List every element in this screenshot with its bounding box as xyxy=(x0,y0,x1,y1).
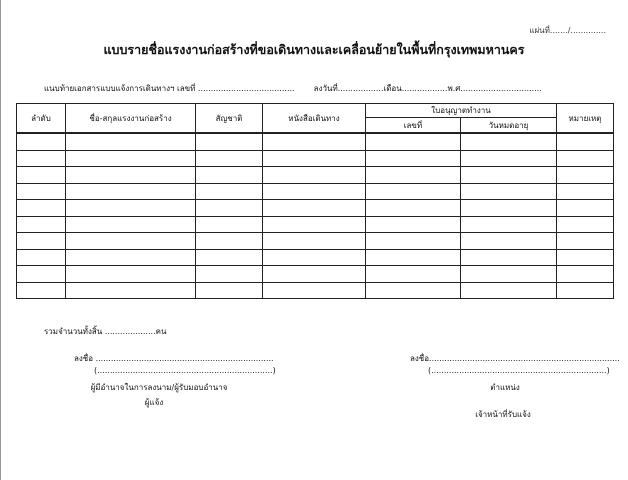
table-cell[interactable] xyxy=(366,282,461,299)
header-work-permit: ใบอนุญาตทำงาน xyxy=(366,104,557,118)
table-cell[interactable] xyxy=(17,167,66,184)
table-cell[interactable] xyxy=(66,216,196,233)
table-cell[interactable] xyxy=(196,266,263,283)
reference-line xyxy=(44,82,542,95)
table-cell[interactable] xyxy=(461,233,557,250)
table-cell[interactable] xyxy=(263,233,366,250)
table-cell[interactable] xyxy=(461,200,557,217)
table-cell[interactable] xyxy=(366,150,461,167)
table-cell[interactable] xyxy=(66,233,196,250)
table-row xyxy=(17,150,614,167)
form-title: แบบรายชื่อแรงงานก่อสร้างที่ขอเดินทางและเคลื่อนย้ายในพื้นที่กรุงเทพมหานคร xyxy=(103,42,525,57)
table-body xyxy=(17,133,614,299)
table-cell[interactable] xyxy=(557,216,614,233)
right-signature-position: ตำแหน่ง xyxy=(490,383,520,392)
table-cell[interactable] xyxy=(263,167,366,184)
table-cell[interactable] xyxy=(557,150,614,167)
table-cell[interactable] xyxy=(366,216,461,233)
left-signature-line: ลงชื่อ ...................................................................... xyxy=(74,354,274,363)
table-cell[interactable] xyxy=(17,183,66,200)
table-cell[interactable] xyxy=(461,183,557,200)
table-cell[interactable] xyxy=(66,249,196,266)
table-cell[interactable] xyxy=(557,249,614,266)
table-cell[interactable] xyxy=(263,133,366,150)
table-cell[interactable] xyxy=(366,200,461,217)
table-cell[interactable] xyxy=(66,183,196,200)
table-row xyxy=(17,266,614,283)
sheet-number: แผ่นที่......./.............. xyxy=(529,26,606,35)
worker-table xyxy=(16,103,614,299)
reference-document-label: แนบท้ายเอกสารแบบแจ้งการเดินทางฯ เลขที่ ...................................... xyxy=(44,84,295,93)
table-cell[interactable] xyxy=(366,167,461,184)
table-cell[interactable] xyxy=(461,249,557,266)
header-name: ชื่อ-สกุลแรงงานก่อสร้าง xyxy=(66,104,196,134)
table-cell[interactable] xyxy=(557,133,614,150)
table-row xyxy=(17,200,614,217)
table-row xyxy=(17,233,614,250)
table-cell[interactable] xyxy=(366,183,461,200)
left-signature-name: (.....................................................................) xyxy=(94,366,276,375)
header-permit-expiry: วันหมดอายุ xyxy=(461,118,557,134)
table-row xyxy=(17,133,614,150)
table-cell[interactable] xyxy=(17,282,66,299)
right-signature-name: (.....................................................................) xyxy=(428,366,610,375)
table-cell[interactable] xyxy=(263,200,366,217)
table-cell[interactable] xyxy=(66,167,196,184)
table-row xyxy=(17,183,614,200)
page-edge xyxy=(0,0,1,480)
table-cell[interactable] xyxy=(196,133,263,150)
right-signature-officer: เจ้าหน้าที่รับแจ้ง xyxy=(475,410,531,419)
table-cell[interactable] xyxy=(66,133,196,150)
table-cell[interactable] xyxy=(196,216,263,233)
table-cell[interactable] xyxy=(461,133,557,150)
table-cell[interactable] xyxy=(461,150,557,167)
left-signature-title: ผู้แจ้ง xyxy=(144,398,164,407)
table-cell[interactable] xyxy=(196,183,263,200)
header-no: ลำดับ xyxy=(17,104,66,134)
table-cell[interactable] xyxy=(557,200,614,217)
table-cell[interactable] xyxy=(263,183,366,200)
table-cell[interactable] xyxy=(17,233,66,250)
table-cell[interactable] xyxy=(17,266,66,283)
table-cell[interactable] xyxy=(17,249,66,266)
table-cell[interactable] xyxy=(557,233,614,250)
total-count: รวมจำนวนทั้งสิ้น ....................คน xyxy=(44,327,167,336)
table-cell[interactable] xyxy=(557,167,614,184)
table-cell[interactable] xyxy=(196,167,263,184)
table-cell[interactable] xyxy=(263,249,366,266)
reference-date-label: ลงวันที่..................เดือน..................พ.ศ................................ xyxy=(313,84,542,93)
table-cell[interactable] xyxy=(66,266,196,283)
table-cell[interactable] xyxy=(557,266,614,283)
table-cell[interactable] xyxy=(557,183,614,200)
table-cell[interactable] xyxy=(263,282,366,299)
right-signature-line: ลงชื่อ........................................................................... xyxy=(410,354,620,363)
table-cell[interactable] xyxy=(557,282,614,299)
table-cell[interactable] xyxy=(366,233,461,250)
table-cell[interactable] xyxy=(196,200,263,217)
table-cell[interactable] xyxy=(196,233,263,250)
table-row xyxy=(17,167,614,184)
table-cell[interactable] xyxy=(366,266,461,283)
table-cell[interactable] xyxy=(263,150,366,167)
table-row xyxy=(17,216,614,233)
table-cell[interactable] xyxy=(366,133,461,150)
table-row xyxy=(17,282,614,299)
header-nationality: สัญชาติ xyxy=(196,104,263,134)
table-cell[interactable] xyxy=(17,200,66,217)
header-remark: หมายเหตุ xyxy=(557,104,614,134)
table-cell[interactable] xyxy=(461,266,557,283)
table-cell[interactable] xyxy=(366,249,461,266)
table-cell[interactable] xyxy=(66,282,196,299)
header-passport: หนังสือเดินทาง xyxy=(263,104,366,134)
table-cell[interactable] xyxy=(461,167,557,184)
table-cell[interactable] xyxy=(196,150,263,167)
table-cell[interactable] xyxy=(263,216,366,233)
header-permit-number: เลขที่ xyxy=(366,118,461,134)
table-cell[interactable] xyxy=(461,282,557,299)
table-cell[interactable] xyxy=(17,133,66,150)
table-cell[interactable] xyxy=(66,200,196,217)
table-cell[interactable] xyxy=(196,249,263,266)
left-signature-role: ผู้มีอำนาจในการลงนาม/ผู้รับมอบอำนาจ xyxy=(90,383,228,392)
table-cell[interactable] xyxy=(263,266,366,283)
table-cell[interactable] xyxy=(196,282,263,299)
table-cell[interactable] xyxy=(17,216,66,233)
table-cell[interactable] xyxy=(17,150,66,167)
table-row xyxy=(17,249,614,266)
table-cell[interactable] xyxy=(66,150,196,167)
table-cell[interactable] xyxy=(461,216,557,233)
